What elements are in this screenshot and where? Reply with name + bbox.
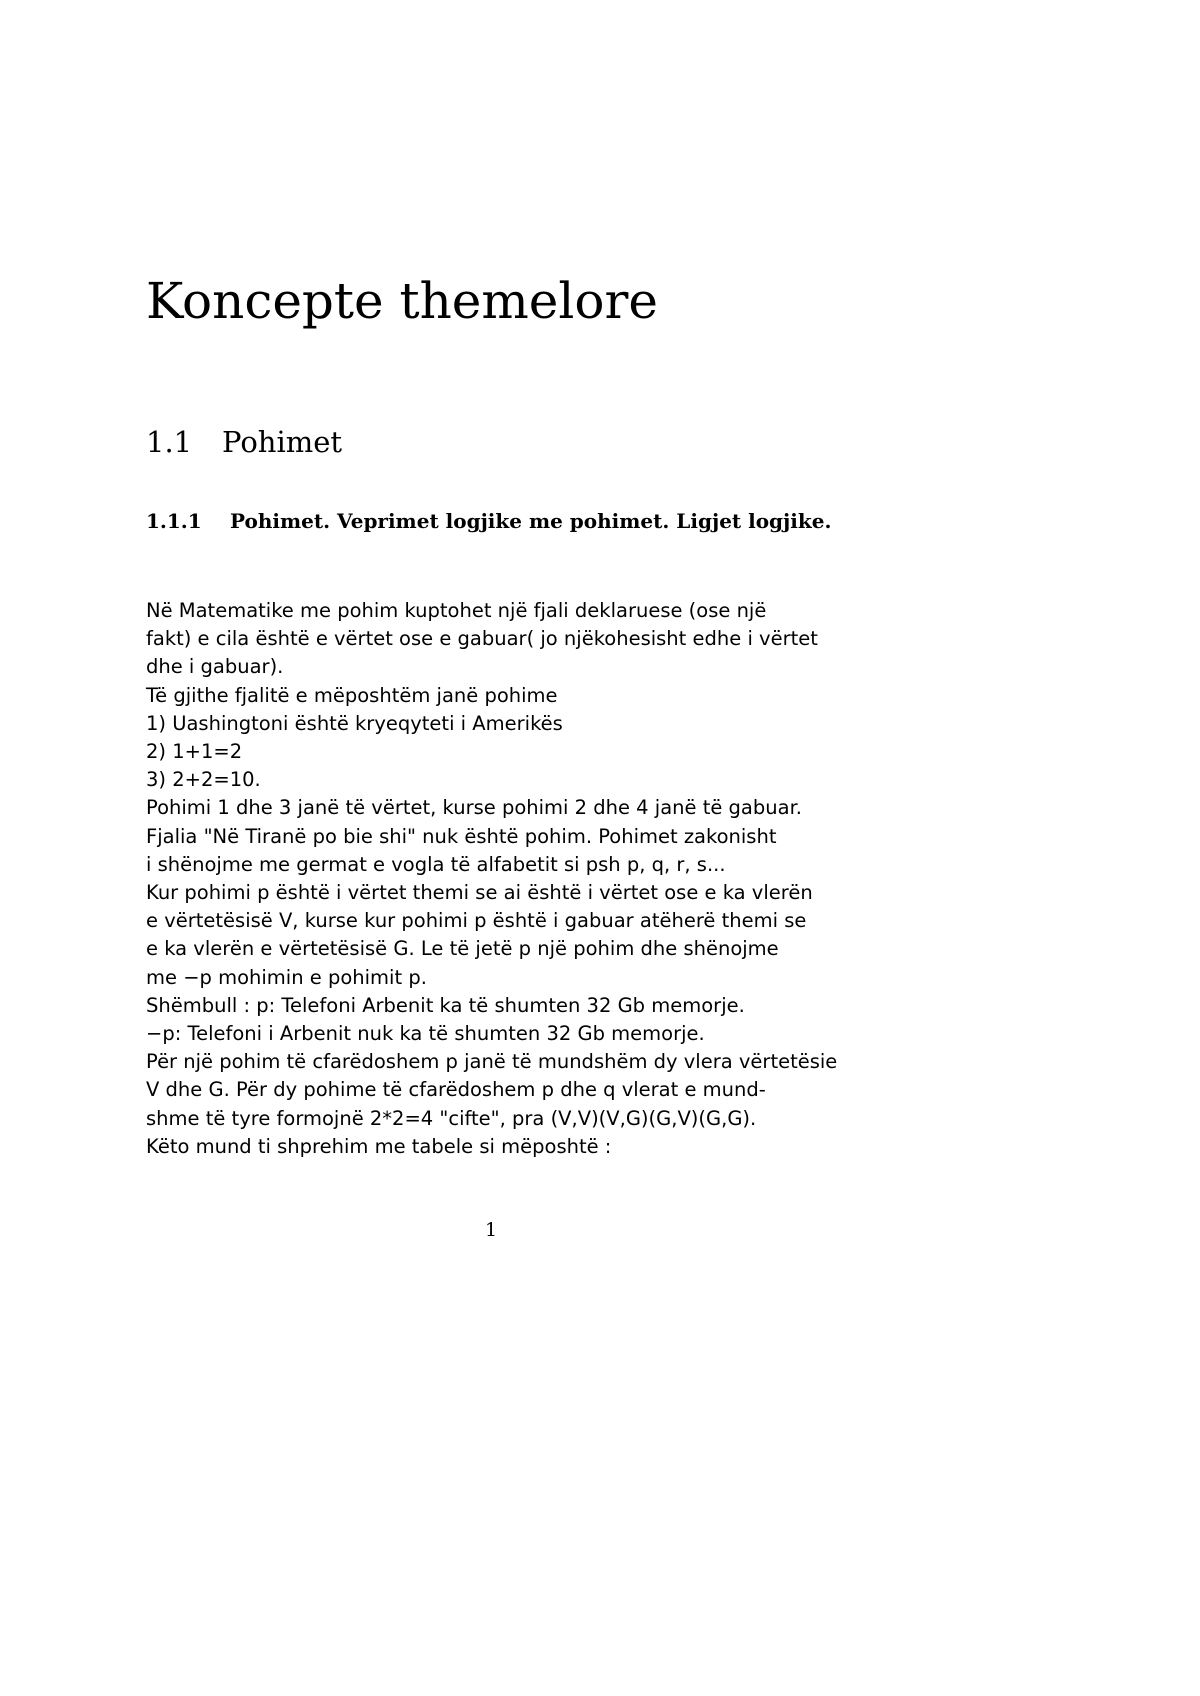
body-line: e ka vlerën e vërtetësisë G. Le të jetë p një pohim dhe shënojme xyxy=(146,937,779,961)
body-line: 3) 2+2=10. xyxy=(146,768,261,792)
body-line: −p: Telefoni i Arbenit nuk ka të shumten 32 Gb memorje. xyxy=(146,1022,705,1046)
subsection-title: Pohimet. Veprimet logjike me pohimet. Ligjet logjike. xyxy=(230,509,832,533)
body-line: Për një pohim të cfarëdoshem p janë të mundshëm dy vlera vërtetësie xyxy=(146,1050,838,1074)
body-line: V dhe G. Për dy pohime të cfarëdoshem p dhe q vlerat e mund- xyxy=(146,1078,766,1102)
chapter-title: Koncepte themelore xyxy=(146,272,658,330)
body-line: dhe i gabuar). xyxy=(146,655,284,679)
body-line: Kur pohimi p është i vërtet themi se ai është i vërtet ose e ka vlerën xyxy=(146,881,813,905)
subsection-heading xyxy=(146,507,836,536)
body-line: i shënojme me germat e vogla të alfabetit si psh p, q, r, s... xyxy=(146,852,726,876)
body-line: Të gjithe fjalitë e mëposhtëm janë pohime xyxy=(146,683,558,707)
body-line: fakt) e cila është e vërtet ose e gabuar( jo njëkohesisht edhe i vërtet xyxy=(146,627,818,651)
section-heading xyxy=(146,425,343,459)
section-number: 1.1 xyxy=(146,425,193,459)
body-line: Në Matematike me pohim kuptohet një fjali deklaruese (ose një xyxy=(146,599,767,622)
body-line: 1) Uashingtoni është kryeqyteti i Amerikës xyxy=(146,711,563,735)
body-line: Fjalia "Në Tiranë po bie shi" nuk është pohim. Pohimet zakonisht xyxy=(146,824,777,848)
body-line: Këto mund ti shprehim me tabele si mëposhtë : xyxy=(146,1134,612,1158)
section-title: Pohimet xyxy=(222,425,343,459)
body-line: Shëmbull : p: Telefoni Arbenit ka të shumten 32 Gb memorje. xyxy=(146,993,745,1017)
body-line: shme të tyre formojnë 2*2=4 "cifte", pra (V,V)(V,G)(G,V)(G,G). xyxy=(146,1106,757,1130)
body-text xyxy=(146,597,846,1161)
body-line: Pohimi 1 dhe 3 janë të vërtet, kurse pohimi 2 dhe 4 janë të gabuar. xyxy=(146,796,802,820)
page-number: 1 xyxy=(484,1219,498,1241)
body-line: me −p mohimin e pohimit p. xyxy=(146,965,427,989)
subsection-number: 1.1.1 xyxy=(146,509,202,533)
body-line: 2) 1+1=2 xyxy=(146,740,243,764)
body-line: e vërtetësisë V, kurse kur pohimi p është i gabuar atëherë themi se xyxy=(146,909,807,933)
